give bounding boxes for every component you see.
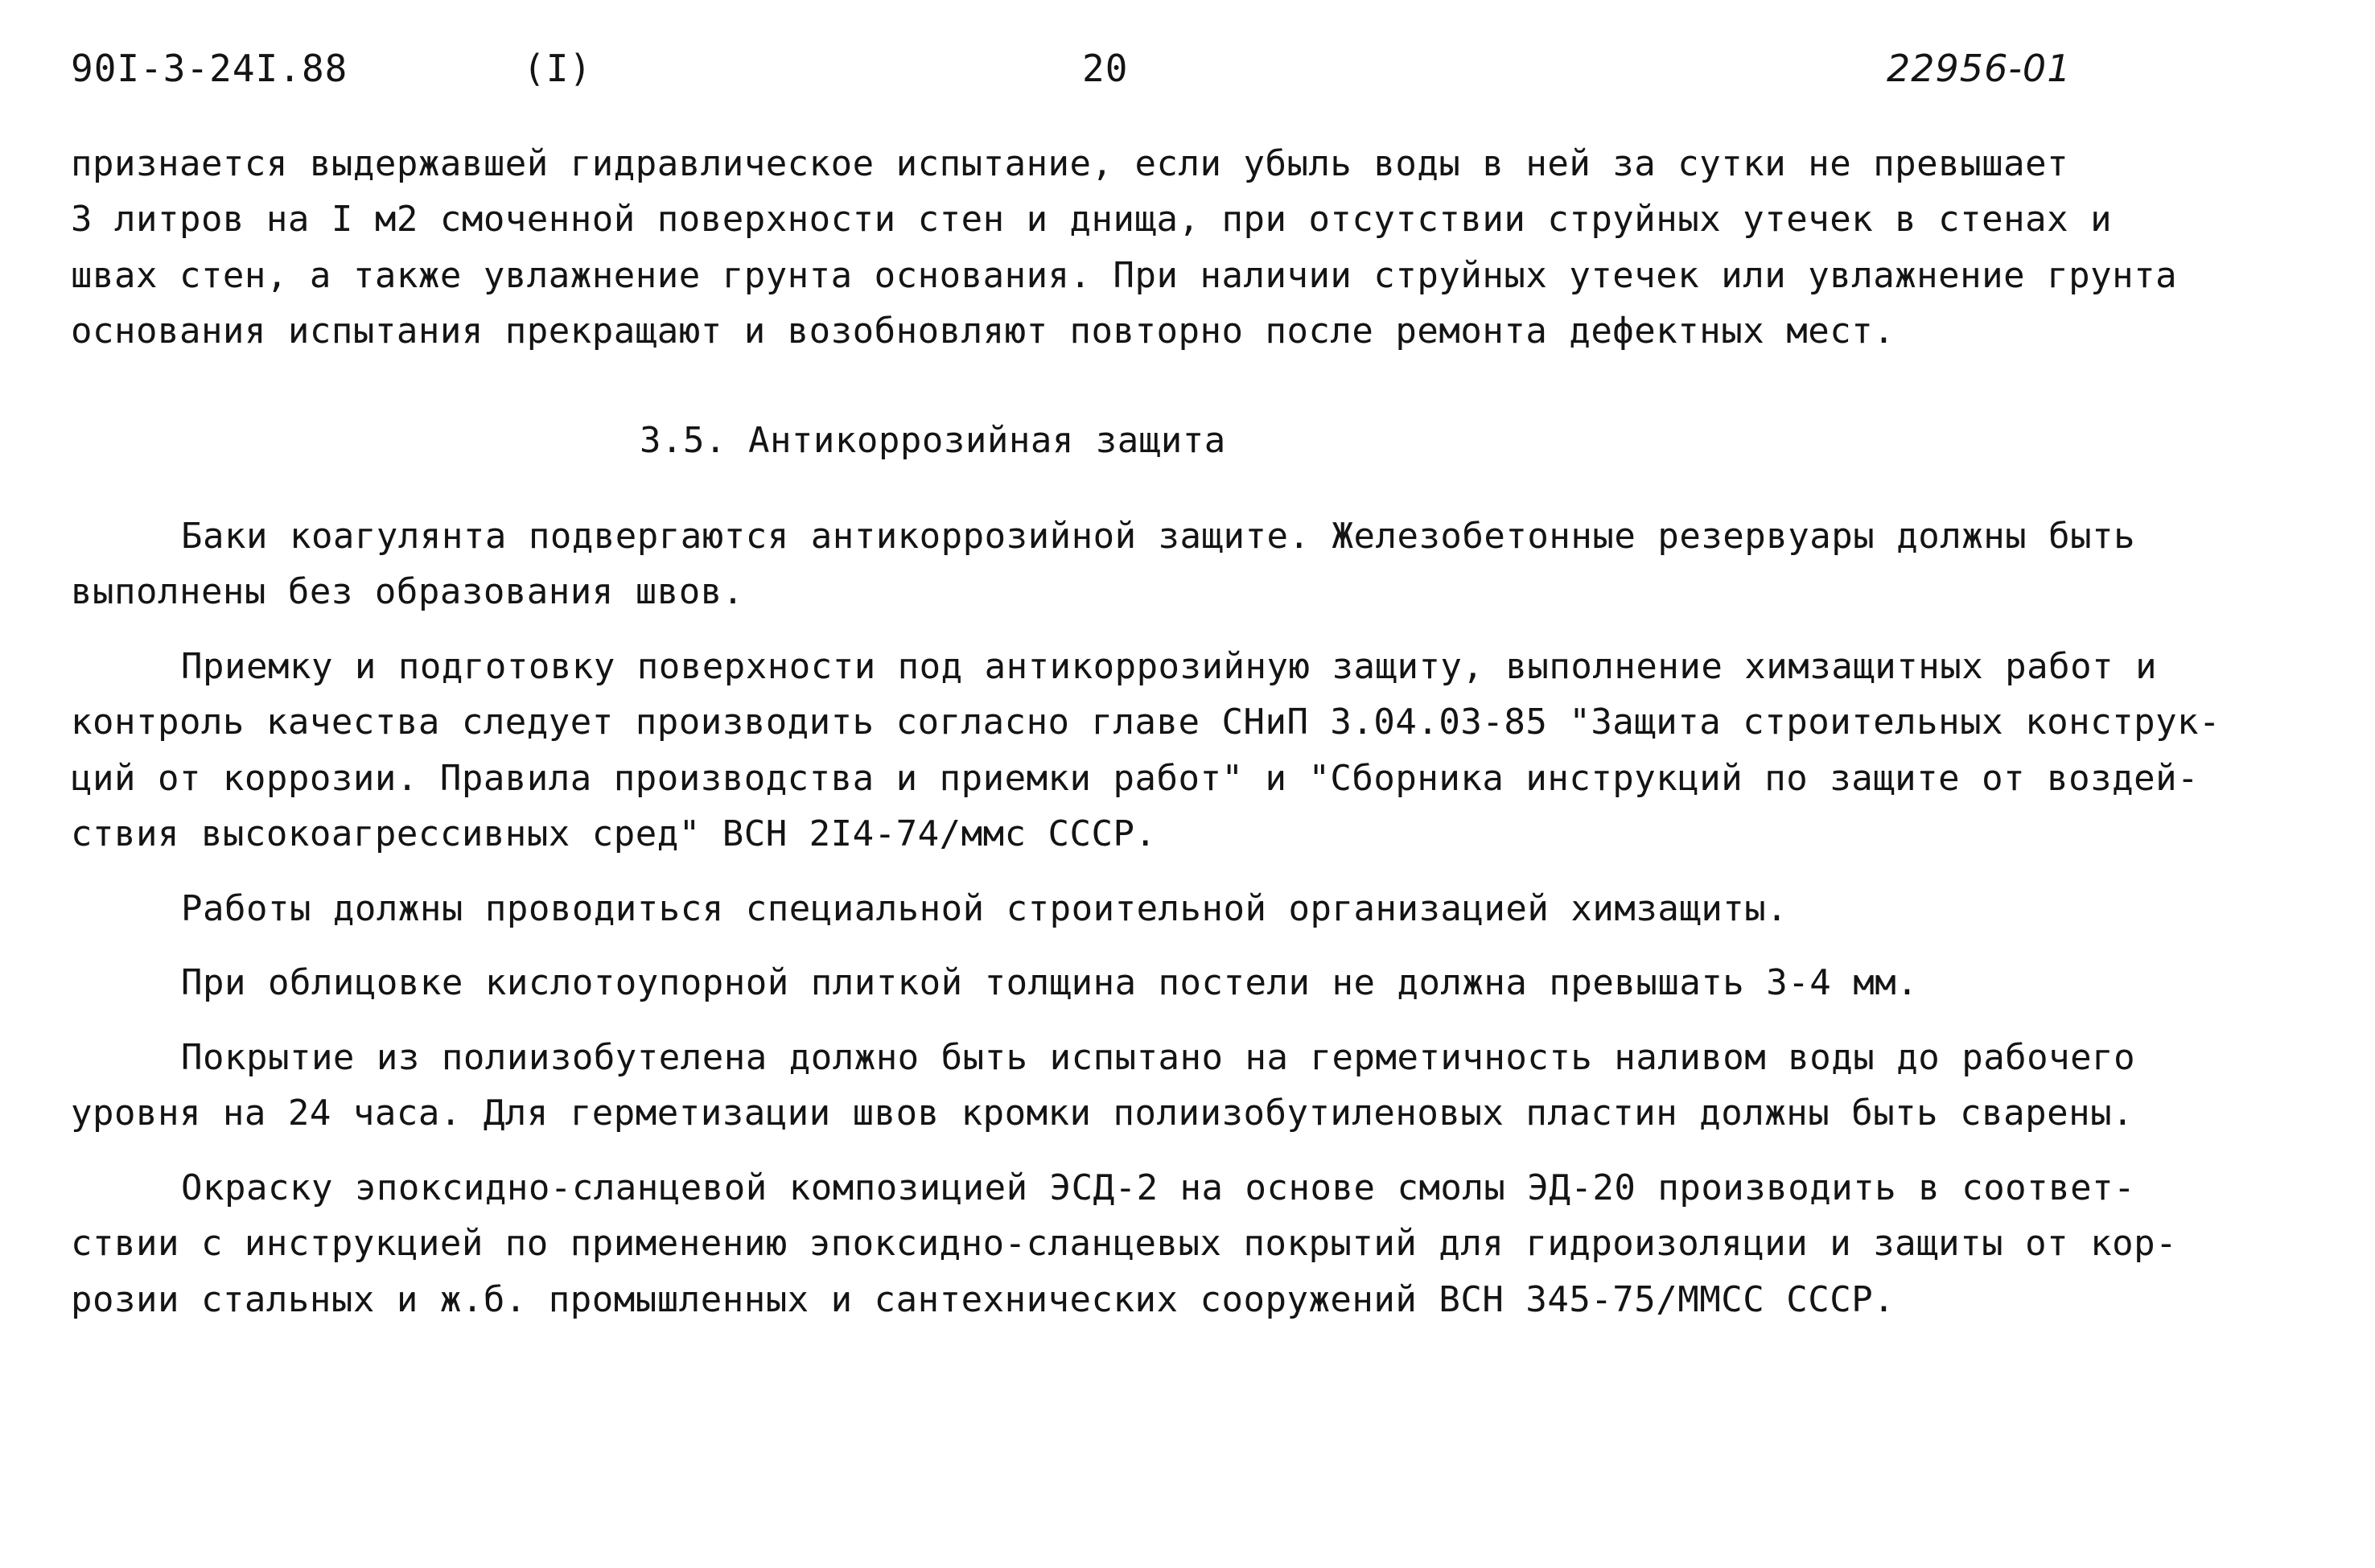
text-line: контроль качества следует производить согласно главе СНиП 3.04.03-85 "Защита строительных конструк-: [71, 702, 2221, 743]
text-line: ствии с инструкцией по применению эпоксидно-сланцевых покрытий для гидроизоляции и защиты от кор-: [71, 1223, 2178, 1264]
document-code: 90I-3-24I.88: [71, 47, 348, 90]
text-line: ций от коррозии. Правила производства и приемки работ" и "Сборника инструкций по защите от воздей-: [71, 758, 2200, 799]
text-line: Окраску эпоксидно-сланцевой композицией ЭСД-2 на основе смолы ЭД-20 производить в соответ-: [181, 1167, 2136, 1208]
sheet-mark: (I): [523, 47, 593, 90]
text-line: Работы должны проводиться специальной строительной организацией химзащиты.: [181, 888, 1788, 929]
section-heading: 3.5. Антикоррозийная защита: [640, 420, 1226, 461]
text-line: швах стен, а также увлажнение грунта основания. При наличии струйных утечек или увлажнение грунта: [71, 255, 2178, 296]
text-line: признается выдержавшей гидравлическое испытание, если убыль воды в ней за сутки не превышает: [71, 143, 2069, 184]
text-line: розии стальных и ж.б. промышленных и сантехнических сооружений ВСН 345-75/ММСС СССР.: [71, 1279, 1895, 1320]
text-line: Покрытие из полиизобутелена должно быть испытано на герметичность наливом воды до рабочего: [181, 1037, 2136, 1078]
text-line: При облицовке кислотоупорной плиткой толщина постели не должна превышать 3-4 мм.: [181, 962, 1919, 1003]
text-line: Приемку и подготовку поверхности под антикоррозийную защиту, выполнение химзащитных работ и: [181, 646, 2158, 687]
text-line: уровня на 24 часа. Для герметизации швов кромки полиизобутиленовых пластин должны быть сварены.: [71, 1093, 2134, 1134]
text-line: основания испытания прекращают и возобновляют повторно после ремонта дефектных мест.: [71, 311, 1895, 352]
text-line: 3 литров на I м2 смоченной поверхности стен и днища, при отсутствии струйных утечек в стенах и: [71, 199, 2113, 240]
text-line: Баки коагулянта подвергаются антикоррозийной защите. Железобетонные резервуары должны быть: [181, 516, 2136, 557]
text-line: выполнены без образования швов.: [71, 571, 744, 612]
page-number: 20: [1082, 47, 1129, 90]
text-line: ствия высокоагрессивных сред" ВСН 2I4-74/ммс СССР.: [71, 813, 1157, 854]
album-number: 22956-01: [1887, 47, 2072, 90]
